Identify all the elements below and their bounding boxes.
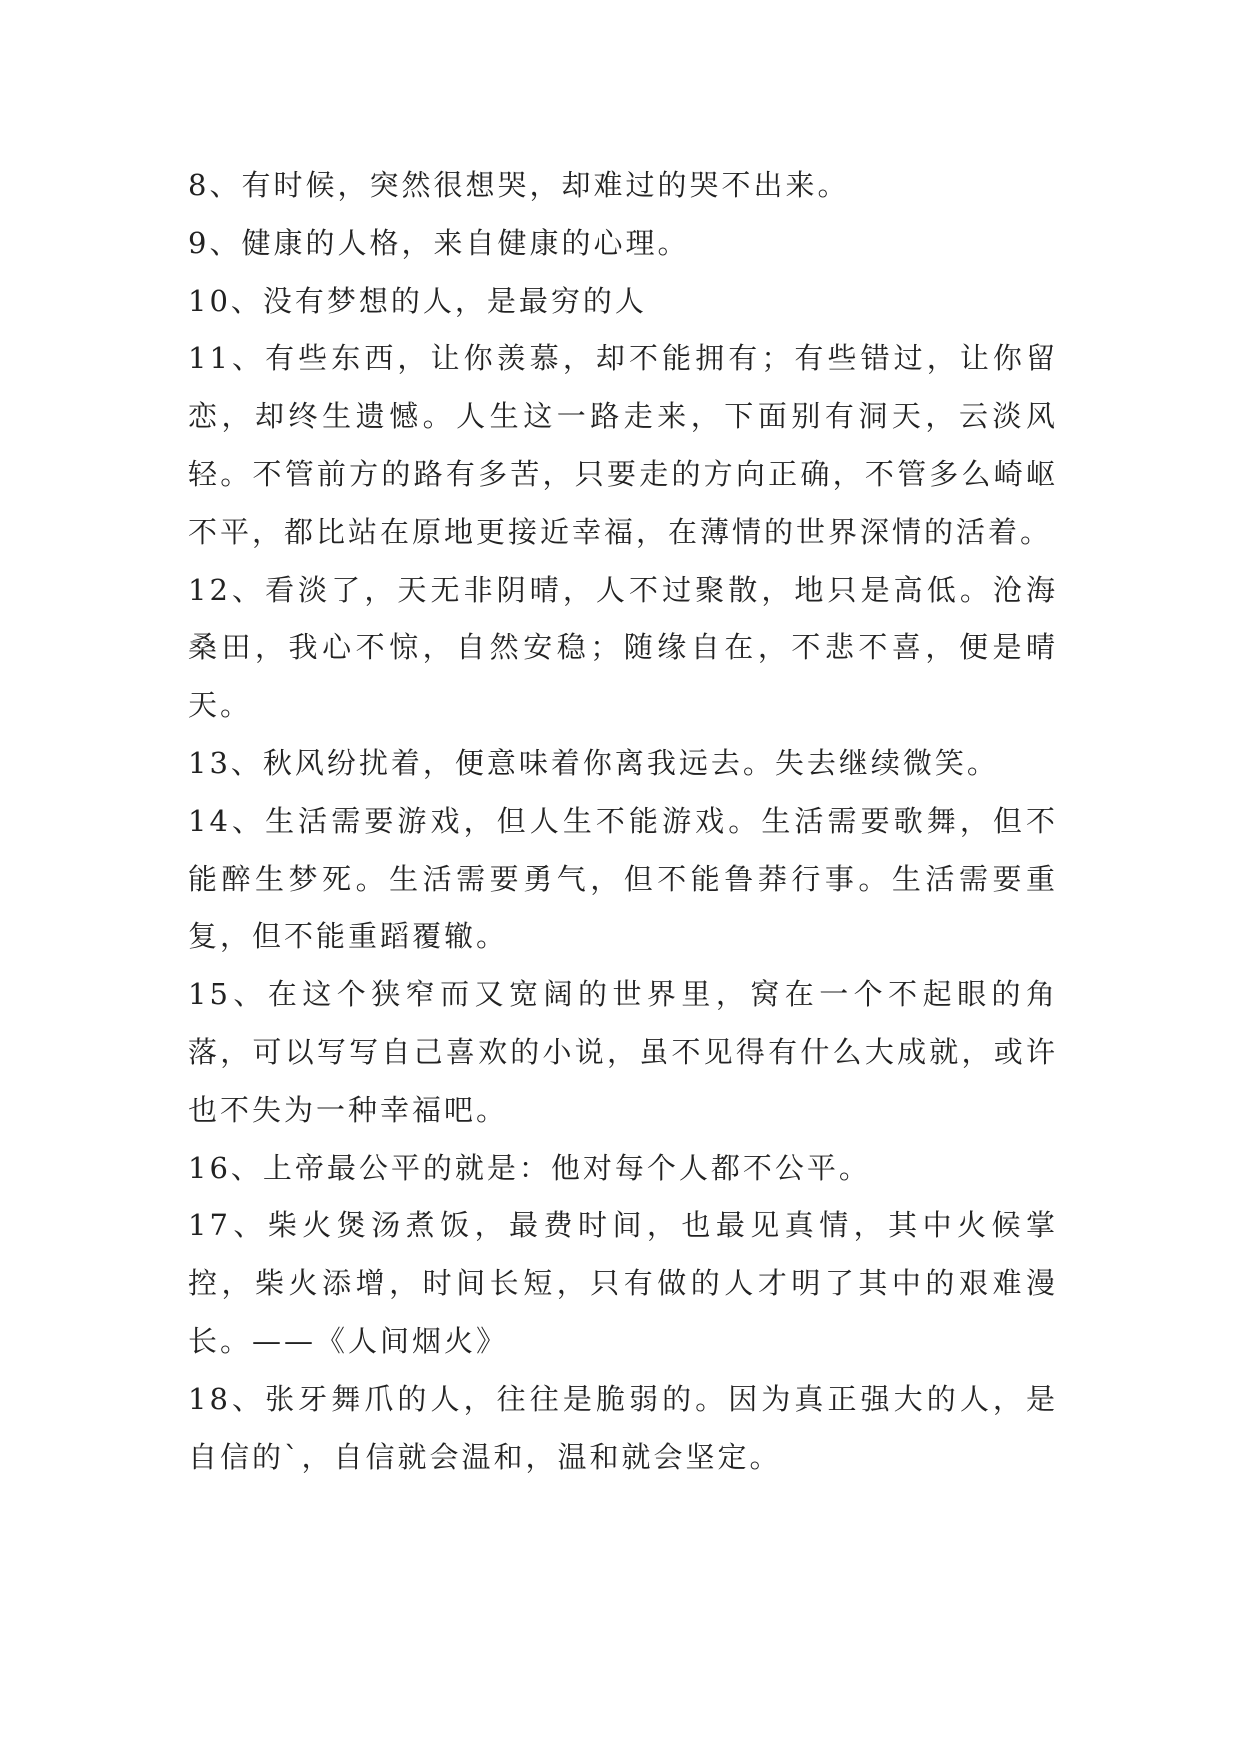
paragraph-14: 14、生活需要游戏，但人生不能游戏。生活需要歌舞，但不能醉生梦死。生活需要勇气，但不能鲁莽行事。生活需要重复，但不能重蹈覆辙。	[188, 803, 1058, 954]
paragraph-15: 15、在这个狭窄而又宽阔的世界里，窝在一个不起眼的角落，可以写写自己喜欢的小说，虽不见得有什么大成就，或许也不失为一种幸福吧。	[188, 977, 1058, 1127]
paragraph-9: 9、健康的人格，来自健康的心理。	[188, 225, 690, 260]
paragraph-13: 13、秋风纷扰着，便意味着你离我远去。失去继续微笑。	[188, 745, 999, 780]
paragraph-18: 18、张牙舞爪的人，往往是脆弱的。因为真正强大的人，是自信的`，自信就会温和，温和就会坚定。	[188, 1381, 1058, 1474]
paragraph-10: 10、没有梦想的人，是最穷的人	[188, 283, 647, 318]
paragraph-8: 8、有时候，突然很想哭，却难过的哭不出来。	[188, 168, 850, 202]
paragraph-17: 17、柴火煲汤煮饭，最费时间，也最见真情，其中火候掌控，柴火添增，时间长短，只有做的人才明了其中的艰难漫长。——《人间烟火》	[188, 1208, 1058, 1358]
paragraph-11: 11、有些东西，让你羡慕，却不能拥有；有些错过，让你留恋，却终生遗憾。人生这一路走来，下面别有洞天，云淡风轻。不管前方的路有多苦，只要走的方向正确，不管多么崎岖不平，都比站在原地更接近幸福，在薄情的世界深情的活着。	[188, 341, 1058, 549]
paragraph-16: 16、上帝最公平的就是：他对每个人都不公平。	[188, 1150, 871, 1185]
paragraph-12: 12、看淡了，天无非阴晴，人不过聚散，地只是高低。沧海桑田，我心不惊，自然安稳；随缘自在，不悲不喜，便是晴天。	[188, 572, 1058, 723]
document-body	[188, 157, 1058, 1486]
